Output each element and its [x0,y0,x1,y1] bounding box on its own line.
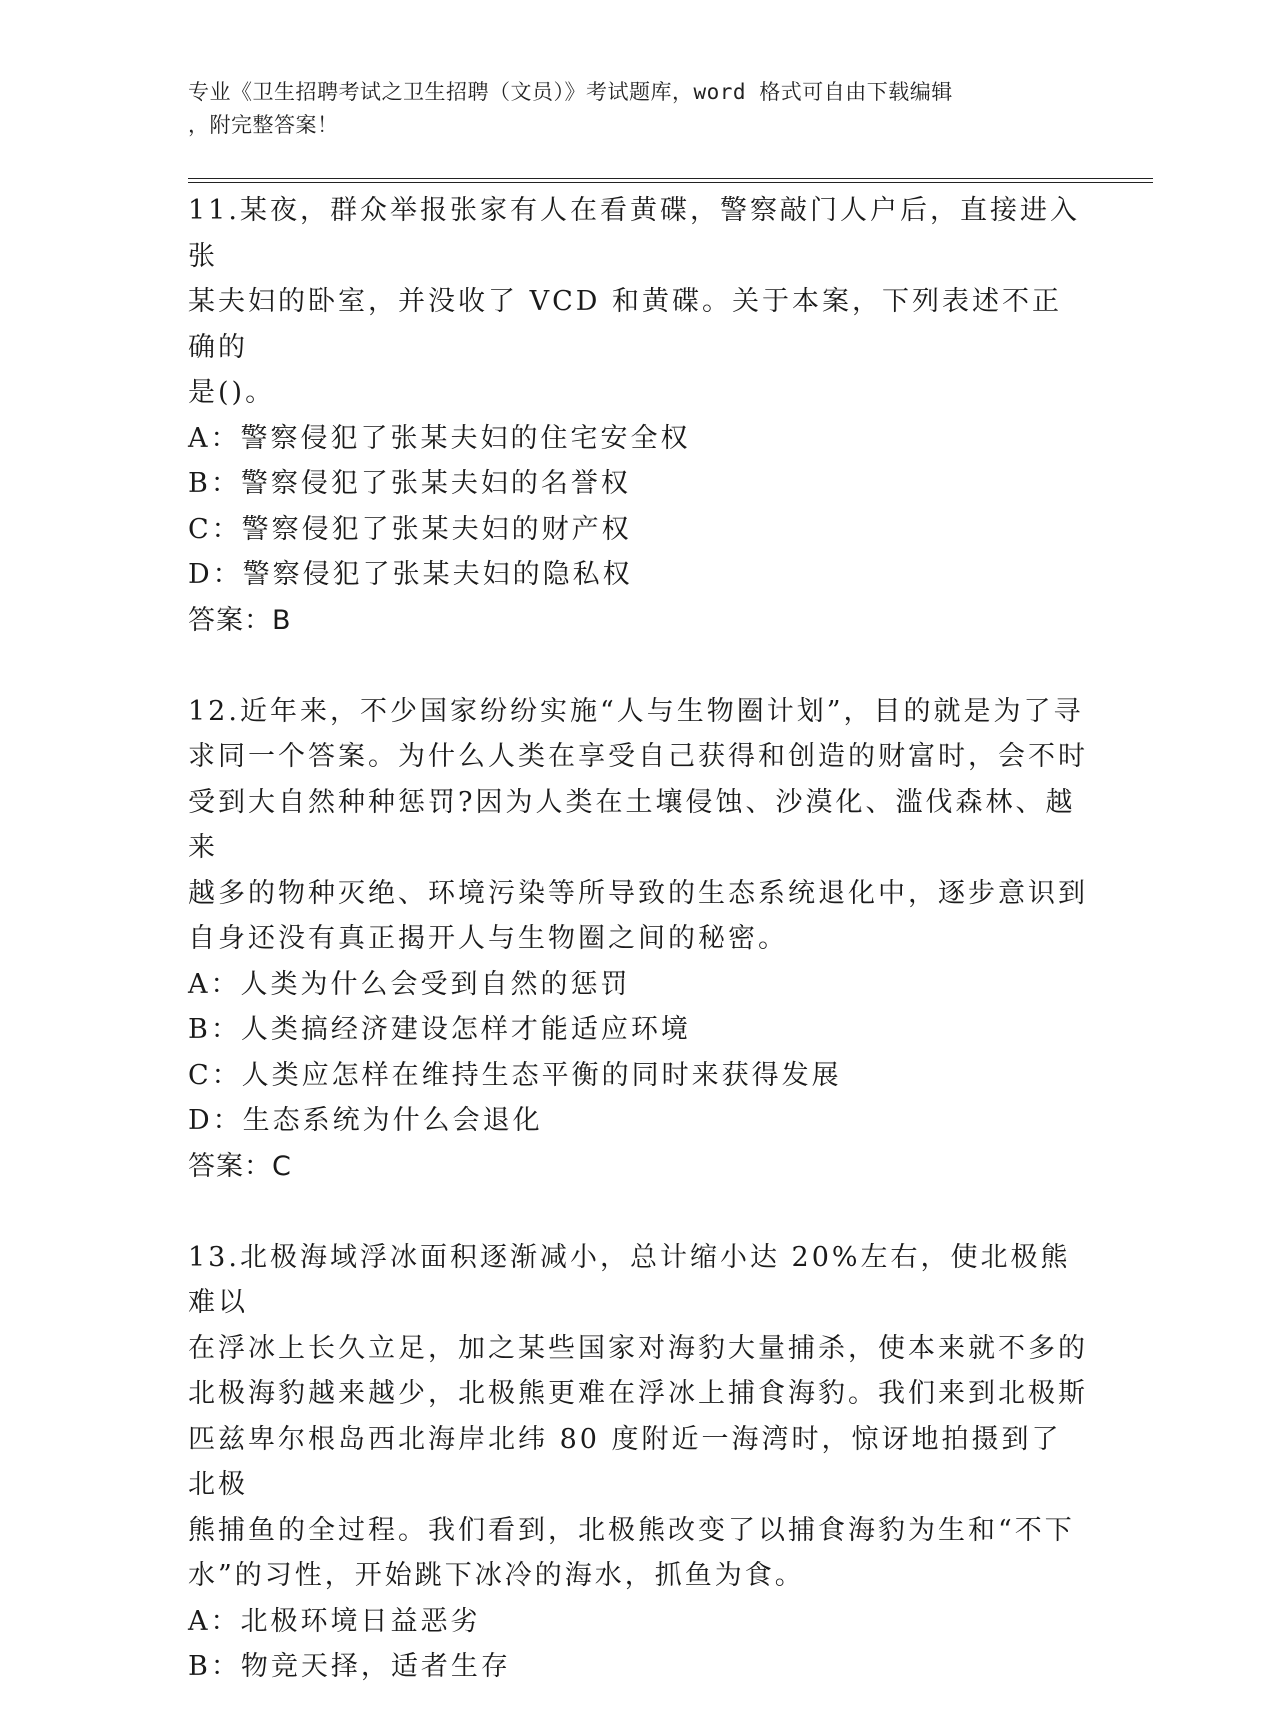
option-c: C：警察侵犯了张某夫妇的财产权 [188,513,632,545]
header-divider-bottom [188,182,1153,183]
question-stem-line: 匹兹卑尔根岛西北海岸北纬 80 度附近一海湾时，惊讶地拍摄到了北极 [188,1423,1062,1500]
question-stem-line: 越多的物种灭绝、环境污染等所导致的生态系统退化中，逐步意识到 [188,877,1088,909]
option-c: C：人类应怎样在维持生态平衡的同时来获得发展 [188,1059,842,1091]
question-stem-line: 是()。 [188,377,276,408]
question-stem-line: 12.近年来，不少国家纷纷实施“人与生物圈计划”，目的就是为了寻 [188,695,1084,727]
question-stem-line: 北极海豹越来越少，北极熊更难在浮冰上捕食海豹。我们来到北极斯 [188,1378,1088,1409]
header-line-2: ，附完整答案！ [188,113,339,137]
question-stem-line: 13.北极海域浮冰面积逐渐减小，总计缩小达 20%左右，使北极熊难以 [188,1241,1071,1318]
question-stem-line: 受到大自然种种惩罚?因为人类在土壤侵蚀、沙漠化、滥伐森林、越来 [188,786,1076,863]
question-stem-line: 11.某夜，群众举报张家有人在看黄碟，警察敲门人户后，直接进入张 [188,195,1080,272]
question-list [188,188,1088,1736]
question-stem-line: 某夫妇的卧室，并没收了 VCD 和黄碟。关于本案，下列表述不正确的 [188,286,1062,363]
question-stem-line: 求同一个答案。为什么人类在享受自己获得和创造的财富时，会不时 [188,741,1088,772]
question-12 [188,689,1088,1189]
question-stem-line: 在浮冰上长久立足，加之某些国家对海豹大量捕杀，使本来就不多的 [188,1332,1088,1364]
option-b: B：物竞天择，适者生存 [188,1651,511,1682]
question-stem-line: 熊捕鱼的全过程。我们看到，北极熊改变了以捕食海豹为生和“不下 [188,1514,1075,1546]
header-divider-top [188,178,1153,179]
option-b: B：人类搞经济建设怎样才能适应环境 [188,1014,691,1045]
answer-label: 答案：B [188,604,292,636]
option-a: A：人类为什么会受到自然的惩罚 [188,968,631,1000]
option-b: B：警察侵犯了张某夫妇的名誉权 [188,468,631,499]
question-stem-line: 自身还没有真正揭开人与生物圈之间的秘密。 [188,923,788,954]
option-a: A：北极环境日益恶劣 [188,1605,481,1637]
option-d: D：生态系统为什么会退化 [188,1105,543,1136]
question-11 [188,188,1088,643]
option-d: D：警察侵犯了张某夫妇的隐私权 [188,559,633,590]
answer-label: 答案：C [188,1150,292,1182]
header-line-1: 专业《卫生招聘考试之卫生招聘（文员）》考试题库，word 格式可自由下载编辑 [188,80,953,104]
question-stem-line: 水”的习性，开始跳下冰冷的海水，抓鱼为食。 [188,1560,805,1591]
option-a: A：警察侵犯了张某夫妇的住宅安全权 [188,422,691,454]
document-header [188,76,1068,142]
question-13 [188,1235,1088,1690]
